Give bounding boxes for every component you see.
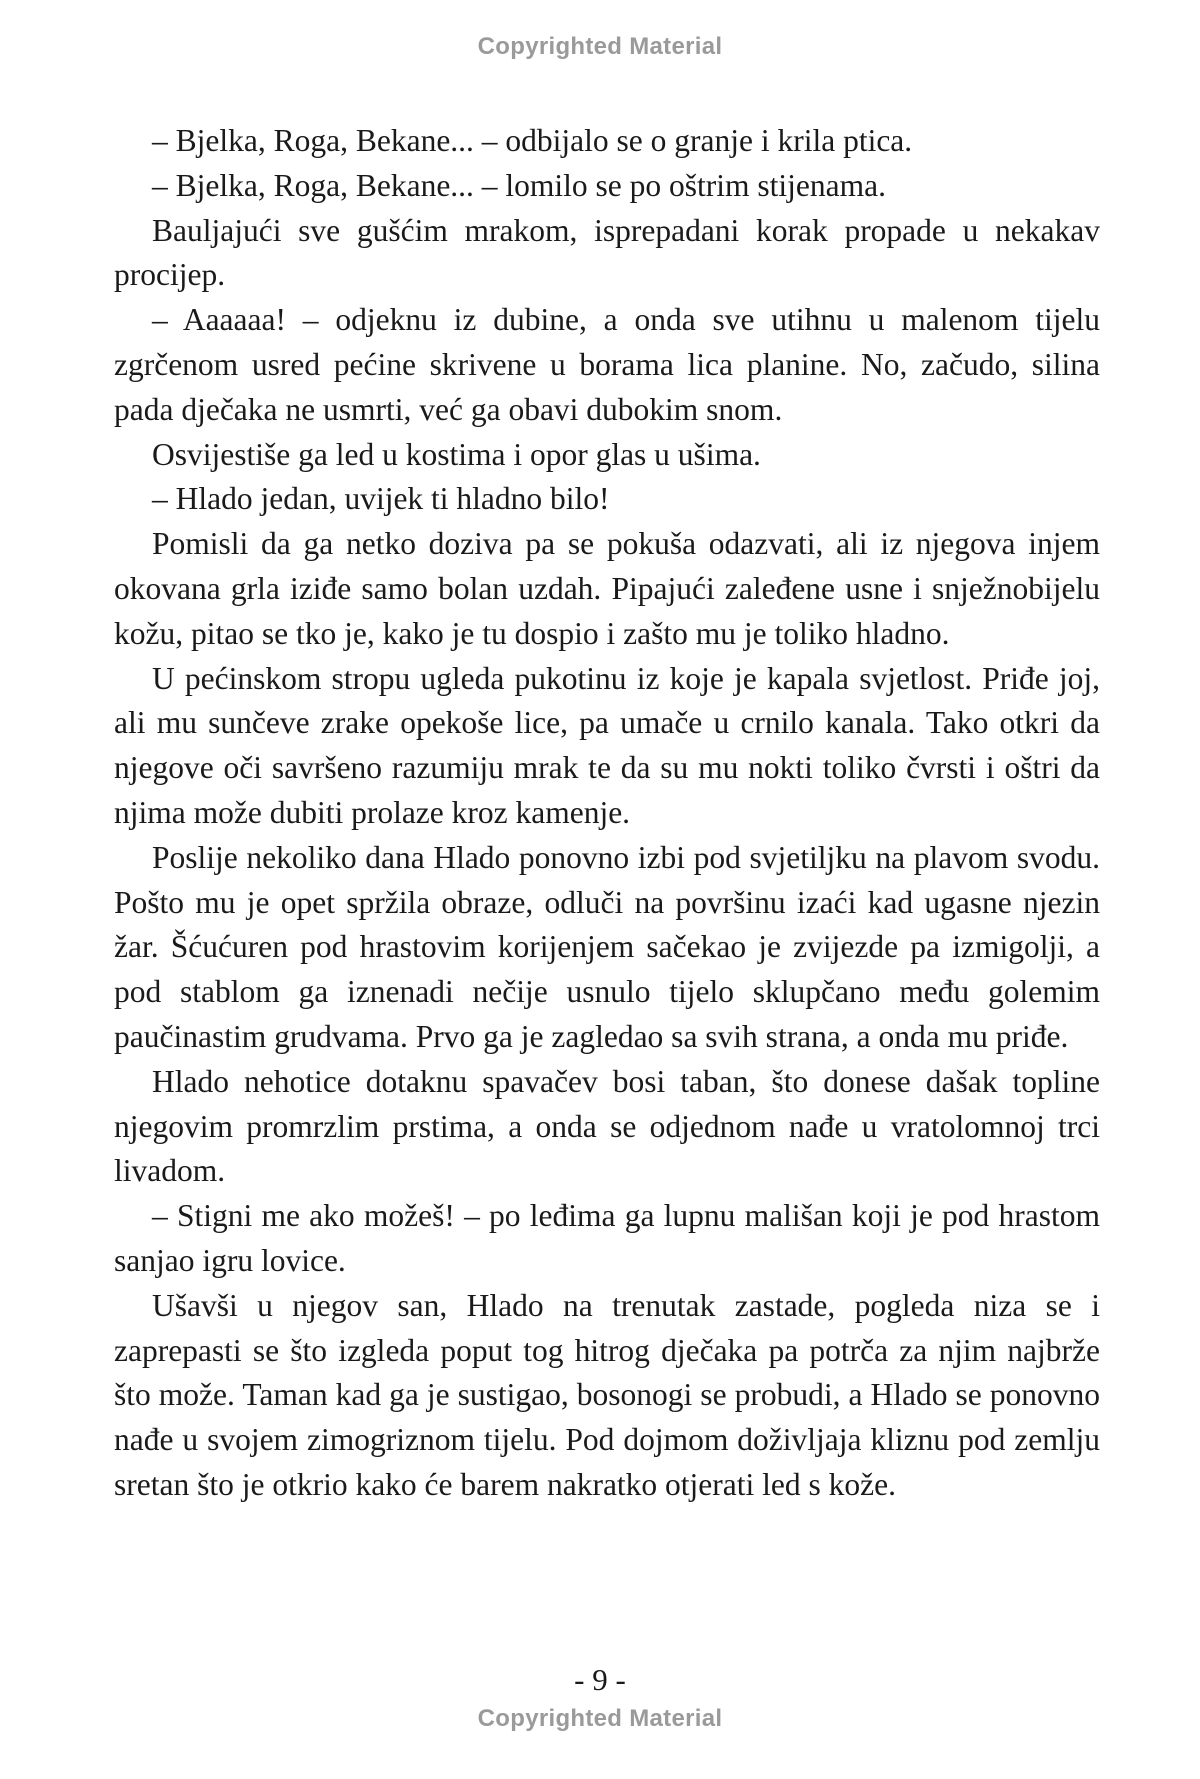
paragraph-8: U pećinskom stropu ugleda pukotinu iz koje je kapala svjetlost. Priđe joj, ali mu sunčeve zrake opekoše lice, pa umače u crnilo kanala. Tako otkri da njegove oči savršeno razumiju mrak te da su mu nokti toliko čvrsti i oštri da njima može dubiti prolaze kroz kamenje. bbox=[114, 660, 1100, 830]
paragraph-3: Bauljajući sve gušćim mrakom, isprepadani korak propade u nekakav procijep. bbox=[114, 212, 1100, 293]
page-number: - 9 - bbox=[574, 1662, 626, 1697]
paragraph-10: Hlado nehotice dotaknu spavačev bosi taban, što donese dašak topline njegovim promrzlim prstima, a onda se odjednom nađe u vratolomnoj trci livadom. bbox=[114, 1063, 1100, 1189]
copyright-watermark-top: Copyrighted Material bbox=[477, 33, 723, 60]
paragraph-5: Osvijestiše ga led u kostima i opor glas u ušima. bbox=[152, 436, 761, 472]
paragraph-2: – Bjelka, Roga, Bekane... – lomilo se po oštrim stijenama. bbox=[152, 167, 887, 203]
paragraph-1: – Bjelka, Roga, Bekane... – odbijalo se o granje i krila ptica. bbox=[152, 123, 913, 158]
paragraph-4: – Aaaaaa! – odjeknu iz dubine, a onda sve utihnu u malenom tijelu zgrčenom usred pećine skrivene u borama lica planine. No, začudo, silina pada dječaka ne usmrti, već ga obavi dubokim snom. bbox=[114, 302, 1100, 427]
paragraph-11: – Stigni me ako možeš! – po leđima ga lupnu mališan koji je pod hrastom sanjao igru lovice. bbox=[114, 1198, 1100, 1278]
page-body bbox=[114, 119, 1100, 1508]
copyright-watermark-bottom: Copyrighted Material bbox=[477, 1705, 723, 1732]
paragraph-7: Pomisli da ga netko doziva pa se pokuša odazvati, ali iz njegova injem okovana grla iziđe samo bolan uzdah. Pipajući zaleđene usne i snježnobijelu kožu, pitao se tko je, kako je tu dospio i zašto mu je toliko hladno. bbox=[114, 526, 1100, 651]
paragraph-6: – Hlado jedan, uvijek ti hladno bilo! bbox=[152, 481, 610, 517]
paragraph-9: Poslije nekoliko dana Hlado ponovno izbi pod svjetiljku na plavom svodu. Pošto mu je opet spržila obraze, odluči na površinu izaći kad ugasne njezin žar. Šćućuren pod hrastovim korijenjem sačekao je zvijezde pa izmigolji, a pod stablom ga iznenadi nečije usnulo tijelo sklupčano među golemim paučinastim grudvama. Prvo ga je zagledao sa svih strana, a onda mu priđe. bbox=[114, 839, 1100, 1054]
paragraph-12: Ušavši u njegov san, Hlado na trenutak zastade, pogleda niza se i zaprepasti se što izgleda poput tog hitrog dječaka pa potrča za njim najbrže što može. Taman kad ga je sustigao, bosonogi se probudi, a Hlado se ponovno nađe u svojem zimogriznom tijelu. Pod dojmom doživljaja kliznu pod zemlju sretan što je otkrio kako će barem nakratko otjerati led s kože. bbox=[114, 1287, 1100, 1502]
